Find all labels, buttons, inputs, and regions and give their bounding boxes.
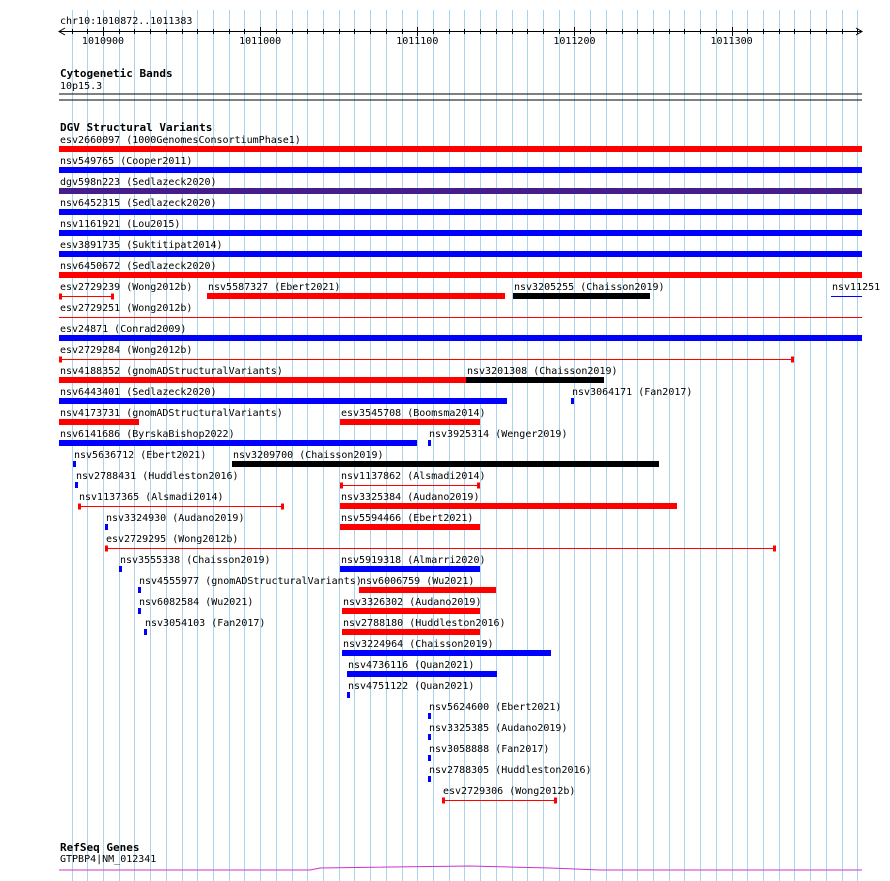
- dgv-variant-label: nsv3209700 (Chaisson2019): [233, 450, 384, 461]
- dgv-variant-end-cap: [791, 357, 794, 363]
- ruler-tick-label: 1011300: [710, 36, 753, 47]
- dgv-variant-label: nsv3201308 (Chaisson2019): [467, 366, 618, 377]
- dgv-variant-label: nsv3925314 (Wenger2019): [429, 429, 568, 440]
- dgv-variant-bar[interactable]: [59, 419, 139, 425]
- dgv-variant-label: esv2729251 (Wong2012b): [60, 303, 193, 314]
- dgv-variant-start-cap: [105, 546, 108, 552]
- refseq-genes-track: [59, 841, 862, 870]
- dgv-variant-label: nsv6082584 (Wu2021): [139, 597, 254, 608]
- dgv-variant[interactable]: [59, 303, 862, 318]
- dgv-variant-end-cap: [281, 504, 284, 510]
- dgv-variant[interactable]: [342, 639, 551, 656]
- dgv-variant[interactable]: [340, 471, 486, 489]
- dgv-variant[interactable]: [59, 345, 794, 363]
- dgv-variant-bar[interactable]: [119, 566, 122, 572]
- dgv-variant-bar[interactable]: [59, 146, 862, 152]
- dgv-variant-label: esv2729306 (Wong2012b): [443, 786, 576, 797]
- dgv-variant[interactable]: [59, 135, 862, 152]
- dgv-variant-bar[interactable]: [59, 335, 862, 341]
- ruler-tick-label: 1011000: [239, 36, 282, 47]
- dgv-variant[interactable]: [340, 492, 677, 509]
- ruler-tick-label: 1011200: [553, 36, 596, 47]
- dgv-variant-bar[interactable]: [59, 230, 862, 236]
- dgv-variant[interactable]: [59, 198, 862, 215]
- dgv-variant[interactable]: [59, 366, 466, 383]
- dgv-variant-label: dgv598n223 (Sedlazeck2020): [60, 177, 217, 188]
- dgv-variant-bar[interactable]: [340, 566, 480, 572]
- dgv-variant-label: nsv4736116 (Quan2021): [348, 660, 475, 671]
- dgv-variant-bar[interactable]: [59, 272, 862, 278]
- dgv-variant[interactable]: [75, 471, 239, 488]
- dgv-variant-end-cap: [773, 546, 776, 552]
- dgv-variant-bar[interactable]: [342, 629, 480, 635]
- dgv-variant-label: nsv549765 (Cooper2011): [60, 156, 193, 167]
- dgv-variant[interactable]: [138, 576, 362, 593]
- dgv-variant-label: nsv1137862 (Alsmadi2014): [341, 471, 486, 482]
- dgv-variant-bar[interactable]: [340, 503, 677, 509]
- dgv-variant-bar[interactable]: [105, 524, 108, 530]
- dgv-variant[interactable]: [428, 744, 549, 761]
- dgv-variant-label: nsv2788180 (Huddleston2016): [343, 618, 506, 629]
- dgv-variant[interactable]: [428, 765, 592, 782]
- dgv-variant-bar[interactable]: [347, 671, 497, 677]
- dgv-variant-label: nsv3205255 (Chaisson2019): [514, 282, 665, 293]
- dgv-variant[interactable]: [138, 597, 253, 614]
- dgv-variant[interactable]: [59, 408, 283, 425]
- dgv-variant-label: nsv1161921 (Lou2015): [60, 219, 181, 230]
- dgv-variant-label: nsv11251: [832, 282, 881, 293]
- dgv-variant[interactable]: [340, 555, 486, 572]
- dgv-variant-label: nsv4555977 (gnomADStructuralVariants): [139, 576, 362, 587]
- dgv-variant-label: esv2729284 (Wong2012b): [60, 345, 193, 356]
- dgv-variant-bar[interactable]: [207, 293, 505, 299]
- dgv-variant-label: nsv2788431 (Huddleston2016): [76, 471, 239, 482]
- dgv-variant[interactable]: [342, 618, 506, 635]
- dgv-variant-bar[interactable]: [340, 524, 480, 530]
- dgv-variant-label: esv24871 (Conrad2009): [60, 324, 187, 335]
- dgv-variant[interactable]: [347, 660, 497, 677]
- dgv-variant[interactable]: [513, 282, 665, 299]
- dgv-variant-bar[interactable]: [138, 587, 141, 593]
- dgv-variant-bar[interactable]: [428, 776, 431, 782]
- dgv-variant[interactable]: [340, 408, 486, 425]
- dgv-variant-label: nsv4751122 (Quan2021): [348, 681, 475, 692]
- refseq-gene-feature[interactable]: [59, 866, 862, 870]
- dgv-variant-label: nsv3326302 (Audano2019): [343, 597, 482, 608]
- dgv-variant[interactable]: [428, 429, 567, 446]
- position-ruler: [59, 16, 862, 47]
- dgv-variant-bar[interactable]: [347, 692, 350, 698]
- dgv-track-title: DGV Structural Variants: [60, 121, 213, 134]
- dgv-variant-label: nsv4173731 (gnomADStructuralVariants): [60, 408, 283, 419]
- dgv-variant-bar[interactable]: [59, 188, 862, 194]
- dgv-variant-label: nsv5594466 (Ebert2021): [341, 513, 474, 524]
- dgv-variant[interactable]: [59, 219, 862, 236]
- dgv-variant-label: nsv6450672 (Sedlazeck2020): [60, 261, 217, 272]
- dgv-variant-label: nsv4188352 (gnomADStructuralVariants): [60, 366, 283, 377]
- dgv-variant-bar[interactable]: [342, 608, 480, 614]
- dgv-variant[interactable]: [232, 450, 659, 467]
- dgv-variant[interactable]: [59, 324, 862, 341]
- dgv-variant[interactable]: [831, 282, 880, 297]
- dgv-variant-bar[interactable]: [513, 293, 650, 299]
- cytogenetic-bands-track: [59, 67, 862, 100]
- dgv-variant-label: esv2729295 (Wong2012b): [106, 534, 239, 545]
- dgv-variant-label: nsv1137365 (Alsmadi2014): [79, 492, 224, 503]
- dgv-variant-bar[interactable]: [428, 440, 431, 446]
- dgv-variant[interactable]: [571, 387, 692, 404]
- dgv-variant-label: nsv5587327 (Ebert2021): [208, 282, 341, 293]
- dgv-variant-bar[interactable]: [428, 713, 431, 719]
- dgv-variant-label: nsv3324930 (Audano2019): [106, 513, 245, 524]
- ruler-tick-label: 1010900: [81, 36, 125, 47]
- dgv-variant-label: nsv3325384 (Audano2019): [341, 492, 480, 503]
- dgv-variant-end-cap: [477, 483, 480, 489]
- dgv-variant-bar[interactable]: [571, 398, 574, 404]
- dgv-variant-bar[interactable]: [59, 377, 466, 383]
- dgv-variant-label: nsv2788305 (Huddleston2016): [429, 765, 592, 776]
- dgv-variant[interactable]: [59, 261, 862, 278]
- dgv-variant[interactable]: [59, 429, 417, 446]
- dgv-variant[interactable]: [105, 534, 776, 552]
- dgv-variant[interactable]: [359, 576, 496, 593]
- dgv-variant-bar[interactable]: [59, 251, 862, 257]
- refseq-track-title: RefSeq Genes: [60, 841, 140, 854]
- dgv-variant[interactable]: [59, 177, 862, 194]
- dgv-variant-bar[interactable]: [359, 587, 496, 593]
- dgv-variant-bar[interactable]: [59, 167, 862, 173]
- dgv-variant-bar[interactable]: [75, 482, 78, 488]
- dgv-variant[interactable]: [105, 513, 244, 530]
- dgv-variant[interactable]: [73, 450, 206, 467]
- dgv-variant-start-cap: [340, 483, 343, 489]
- dgv-variant-label: esv2660097 (1000GenomesConsortiumPhase1): [60, 135, 301, 146]
- dgv-variant-label: nsv6443401 (Sedlazeck2020): [60, 387, 217, 398]
- dgv-variant[interactable]: [59, 282, 192, 300]
- dgv-variant[interactable]: [428, 723, 567, 740]
- dgv-variant-bar[interactable]: [138, 608, 141, 614]
- dgv-variant[interactable]: [59, 156, 862, 173]
- dgv-variant-label: nsv6006759 (Wu2021): [360, 576, 475, 587]
- dgv-variant[interactable]: [207, 282, 505, 299]
- ruler-position-label: chr10:1010872..1011383: [60, 16, 193, 27]
- ruler-tick-label: 1011100: [396, 36, 439, 47]
- dgv-variant-bar[interactable]: [232, 461, 659, 467]
- dgv-variant-bar[interactable]: [428, 755, 431, 761]
- dgv-variant-label: nsv6452315 (Sedlazeck2020): [60, 198, 217, 209]
- dgv-variant-label: nsv6141686 (ByrskaBishop2022): [60, 429, 235, 440]
- dgv-variant-bar[interactable]: [59, 440, 417, 446]
- dgv-variant-end-cap: [111, 294, 114, 300]
- dgv-variant-label: nsv3064171 (Fan2017): [572, 387, 693, 398]
- dgv-variant[interactable]: [340, 513, 480, 530]
- dgv-variant[interactable]: [59, 240, 862, 257]
- dgv-variant[interactable]: [59, 387, 507, 404]
- dgv-variant-start-cap: [59, 294, 62, 300]
- dgv-variant-label: esv3891735 (Suktitipat2014): [60, 240, 223, 251]
- dgv-variant-label: esv3545708 (Boomsma2014): [341, 408, 486, 419]
- dgv-variant-label: nsv3224964 (Chaisson2019): [343, 639, 494, 650]
- dgv-variant[interactable]: [119, 555, 271, 572]
- cytoband-label: 10p15.3: [60, 81, 103, 92]
- dgv-variant[interactable]: [466, 366, 618, 383]
- dgv-variant[interactable]: [442, 786, 575, 804]
- dgv-variant-label: nsv3555338 (Chaisson2019): [120, 555, 271, 566]
- dgv-variant-label: esv2729239 (Wong2012b): [60, 282, 193, 293]
- dgv-variant-start-cap: [442, 798, 445, 804]
- dgv-variant-label: nsv3058888 (Fan2017): [429, 744, 550, 755]
- dgv-variant-bar[interactable]: [144, 629, 147, 635]
- dgv-variant-bar[interactable]: [59, 209, 862, 215]
- dgv-variant[interactable]: [78, 492, 284, 510]
- dgv-variant-label: nsv5636712 (Ebert2021): [74, 450, 207, 461]
- dgv-variant-label: nsv5919318 (Almarri2020): [341, 555, 486, 566]
- dgv-variant-label: nsv5624600 (Ebert2021): [429, 702, 562, 713]
- dgv-variant[interactable]: [428, 702, 561, 719]
- dgv-variant-bar[interactable]: [428, 734, 431, 740]
- refseq-gene-label: GTPBP4|NM_012341: [60, 854, 157, 865]
- dgv-variant-bar[interactable]: [73, 461, 76, 467]
- cytoband-track-title: Cytogenetic Bands: [60, 67, 173, 80]
- dgv-variant-bar[interactable]: [59, 398, 507, 404]
- dgv-variant-bar[interactable]: [466, 377, 604, 383]
- dgv-variant-end-cap: [554, 798, 557, 804]
- dgv-variant-label: nsv3054103 (Fan2017): [145, 618, 266, 629]
- dgv-variant-start-cap: [78, 504, 81, 510]
- dgv-variant[interactable]: [342, 597, 481, 614]
- dgv-variant[interactable]: [347, 681, 474, 698]
- dgv-variant-label: nsv3325385 (Audano2019): [429, 723, 568, 734]
- dgv-variant-start-cap: [59, 357, 62, 363]
- dgv-variant-bar[interactable]: [340, 419, 480, 425]
- dgv-variant[interactable]: [144, 618, 265, 635]
- dgv-variant-bar[interactable]: [342, 650, 551, 656]
